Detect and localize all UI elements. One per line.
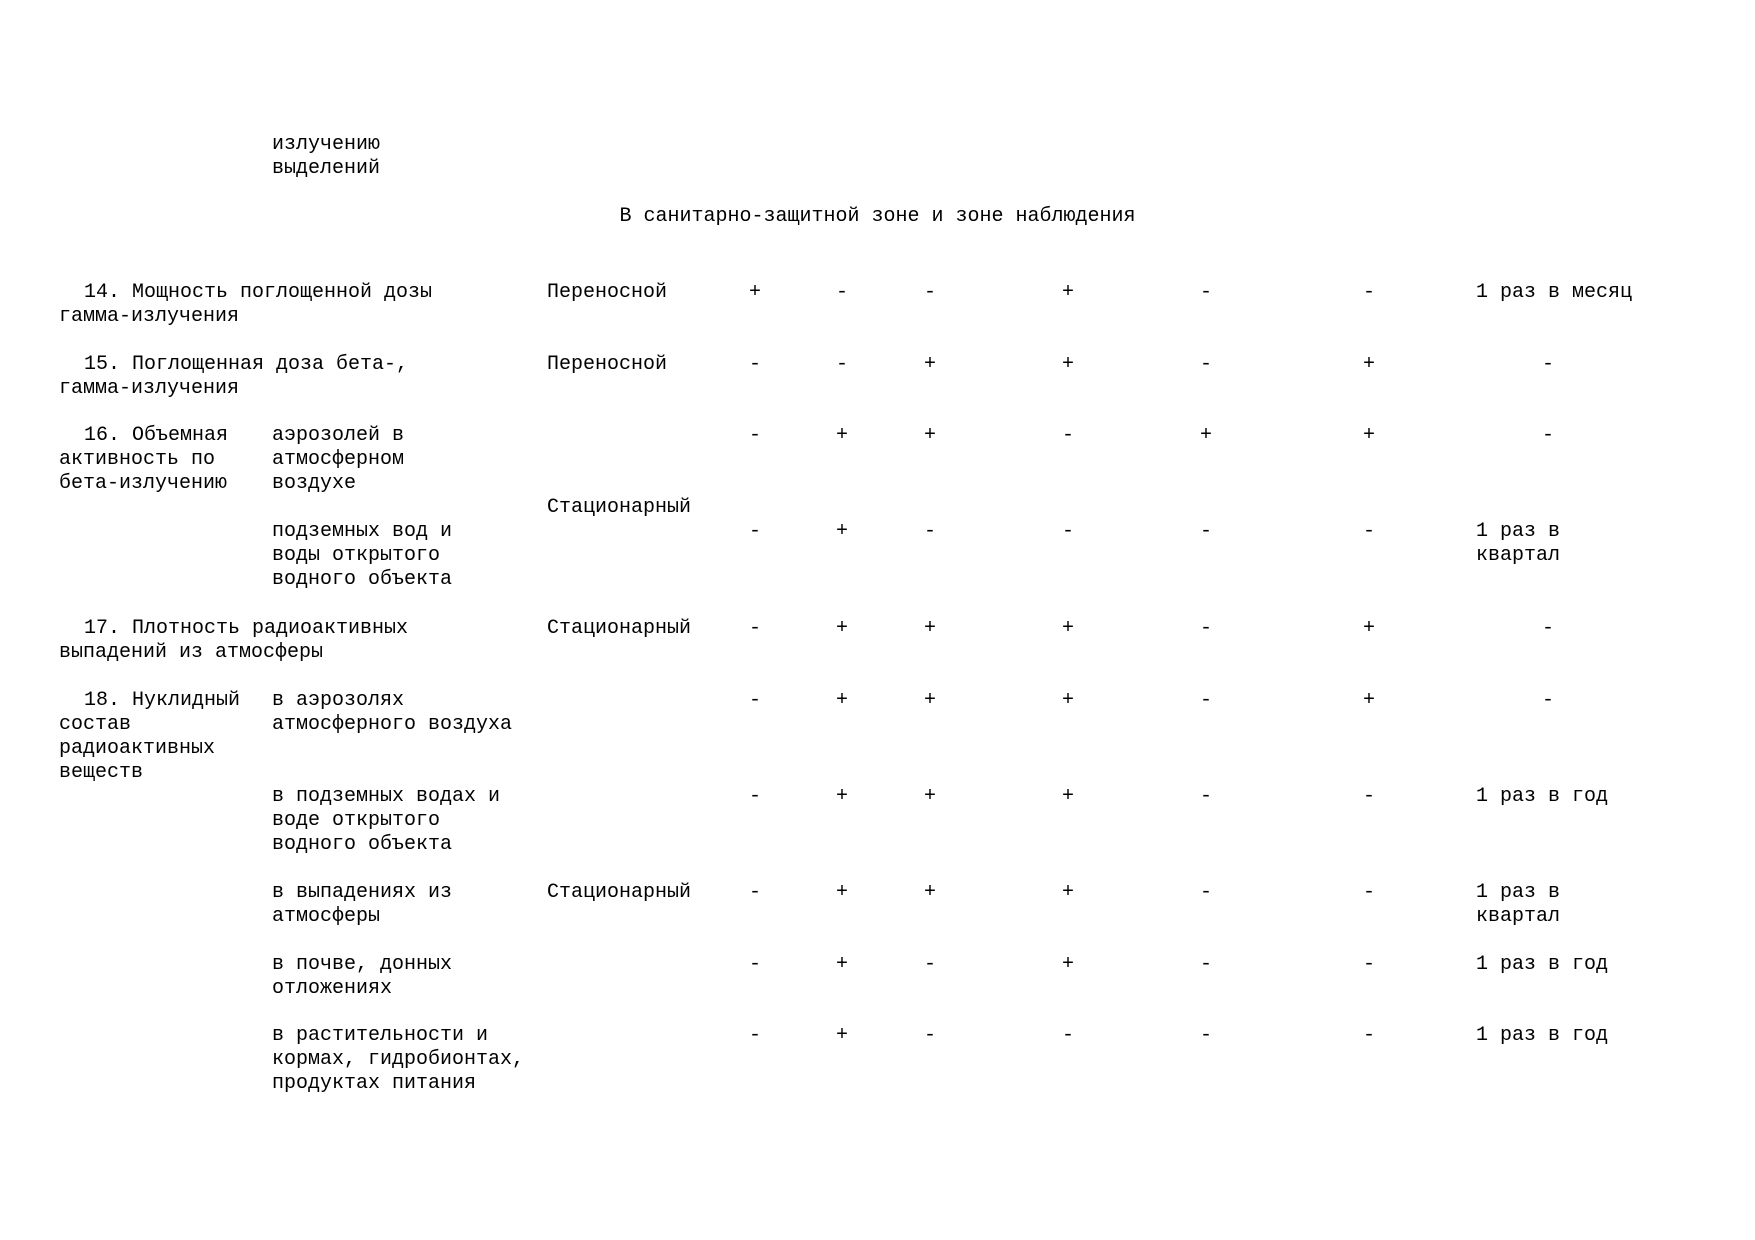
row-8-mark-2: - (924, 953, 937, 976)
row-4-param-line-1: выпадений из атмосферы (59, 641, 324, 664)
row-8-mark-0: - (749, 953, 762, 976)
row-5-param-line-1: состав (59, 713, 132, 736)
row-8-sub-line-1: отложениях (272, 977, 393, 1000)
row-2-mark-3: - (1062, 424, 1075, 447)
row-2-sub-line-1: атмосферном (272, 448, 405, 471)
row-0-mark-0: + (749, 281, 762, 304)
row-8-mark-4: - (1200, 953, 1213, 976)
row-5-mark-0: - (749, 689, 762, 712)
row-6-sub-line-0: в подземных водах и (272, 785, 501, 808)
row-7-mark-3: + (1062, 881, 1075, 904)
row-7-freq-line-1: квартал (1476, 905, 1561, 928)
row-9-mark-2: - (924, 1024, 937, 1047)
row-2-param-line-0: 16. Объемная (84, 424, 229, 447)
row-6-mark-3: + (1062, 785, 1075, 808)
row-2-sub-line-0: аэрозолей в (272, 424, 405, 447)
row-5-mark-5: + (1363, 689, 1376, 712)
row-3-sub-line-0: подземных вод и (272, 520, 453, 543)
row-4-param-line-0: 17. Плотность радиоактивных (84, 617, 409, 640)
row-1-freq: - (1542, 353, 1555, 376)
row-6-mark-5: - (1363, 785, 1376, 808)
row-5-mark-4: - (1200, 689, 1213, 712)
row-0-mark-1: - (836, 281, 849, 304)
row-2-mark-5: + (1363, 424, 1376, 447)
row-2-freq: - (1542, 424, 1555, 447)
row-7-device: Стационарный (547, 881, 692, 904)
row-1-mark-1: - (836, 353, 849, 376)
row-2-mark-2: + (924, 424, 937, 447)
row-1-mark-5: + (1363, 353, 1376, 376)
row-7-mark-0: - (749, 881, 762, 904)
row-2-param-line-2: бета-излучению (59, 472, 228, 495)
row-3-mark-1: + (836, 520, 849, 543)
continuation-line-2: выделений (272, 157, 381, 180)
row-1-mark-2: + (924, 353, 937, 376)
row-1-mark-0: - (749, 353, 762, 376)
row-7-sub-line-0: в выпадениях из (272, 881, 453, 904)
row-7-mark-5: - (1363, 881, 1376, 904)
row-0-param-line-1: гамма-излучения (59, 305, 240, 328)
row-5-param-line-3: веществ (59, 761, 144, 784)
row-8-sub-line-0: в почве, донных (272, 953, 453, 976)
row-4-mark-4: - (1200, 617, 1213, 640)
row-2-mark-0: - (749, 424, 762, 447)
row-2-mark-1: + (836, 424, 849, 447)
row-0-device: Переносной (547, 281, 668, 304)
row-5-mark-2: + (924, 689, 937, 712)
row-9-sub-line-1: кормах, гидробионтах, (272, 1048, 525, 1071)
row-7-mark-2: + (924, 881, 937, 904)
row-9-sub-line-0: в растительности и (272, 1024, 489, 1047)
row-7-mark-1: + (836, 881, 849, 904)
row-6-sub-line-2: водного объекта (272, 833, 453, 856)
row-3-sub-line-2: водного объекта (272, 568, 453, 591)
row-0-mark-2: - (924, 281, 937, 304)
row-5-sub-line-0: в аэрозолях (272, 689, 405, 712)
row-6-mark-1: + (836, 785, 849, 808)
row-9-mark-0: - (749, 1024, 762, 1047)
row-1-param-line-1: гамма-излучения (59, 377, 240, 400)
row-3-device: Стационарный (547, 496, 692, 519)
row-1-param-line-0: 15. Поглощенная доза бета-, (84, 353, 409, 376)
row-0-freq-line-0: 1 раз в месяц (1476, 281, 1633, 304)
row-3-mark-0: - (749, 520, 762, 543)
row-5-param-line-2: радиоактивных (59, 737, 216, 760)
row-5-param-line-0: 18. Нуклидный (84, 689, 241, 712)
row-3-mark-2: - (924, 520, 937, 543)
row-9-mark-3: - (1062, 1024, 1075, 1047)
row-8-freq-line-0: 1 раз в год (1476, 953, 1609, 976)
row-4-mark-0: - (749, 617, 762, 640)
row-8-mark-5: - (1363, 953, 1376, 976)
row-0-param-line-0: 14. Мощность поглощенной дозы (84, 281, 433, 304)
row-0-mark-5: - (1363, 281, 1376, 304)
row-8-mark-1: + (836, 953, 849, 976)
row-6-mark-4: - (1200, 785, 1213, 808)
row-3-sub-line-1: воды открытого (272, 544, 441, 567)
row-0-mark-4: - (1200, 281, 1213, 304)
row-5-mark-3: + (1062, 689, 1075, 712)
row-6-sub-line-1: воде открытого (272, 809, 441, 832)
row-5-sub-line-1: атмосферного воздуха (272, 713, 513, 736)
continuation-line-1: излучению (272, 133, 381, 156)
row-9-sub-line-2: продуктах питания (272, 1072, 477, 1095)
row-6-freq-line-0: 1 раз в год (1476, 785, 1609, 808)
row-4-mark-3: + (1062, 617, 1075, 640)
row-9-mark-5: - (1363, 1024, 1376, 1047)
row-3-freq-line-0: 1 раз в (1476, 520, 1561, 543)
row-1-device: Переносной (547, 353, 668, 376)
row-7-sub-line-1: атмосферы (272, 905, 381, 928)
row-0-mark-3: + (1062, 281, 1075, 304)
row-4-mark-2: + (924, 617, 937, 640)
row-7-freq-line-0: 1 раз в (1476, 881, 1561, 904)
row-5-freq: - (1542, 689, 1555, 712)
row-6-mark-2: + (924, 785, 937, 808)
row-2-param-line-1: активность по (59, 448, 216, 471)
row-3-mark-4: - (1200, 520, 1213, 543)
row-9-mark-1: + (836, 1024, 849, 1047)
row-4-mark-5: + (1363, 617, 1376, 640)
row-2-sub-line-2: воздухе (272, 472, 357, 495)
section-title: В санитарно-защитной зоне и зоне наблюдения (619, 205, 1136, 228)
row-4-device: Стационарный (547, 617, 692, 640)
row-6-mark-0: - (749, 785, 762, 808)
row-5-mark-1: + (836, 689, 849, 712)
row-2-mark-4: + (1200, 424, 1213, 447)
row-7-mark-4: - (1200, 881, 1213, 904)
row-3-mark-3: - (1062, 520, 1075, 543)
row-1-mark-3: + (1062, 353, 1075, 376)
row-3-freq-line-1: квартал (1476, 544, 1561, 567)
row-4-freq: - (1542, 617, 1555, 640)
row-9-freq-line-0: 1 раз в год (1476, 1024, 1609, 1047)
row-8-mark-3: + (1062, 953, 1075, 976)
row-3-mark-5: - (1363, 520, 1376, 543)
row-4-mark-1: + (836, 617, 849, 640)
row-1-mark-4: - (1200, 353, 1213, 376)
row-9-mark-4: - (1200, 1024, 1213, 1047)
